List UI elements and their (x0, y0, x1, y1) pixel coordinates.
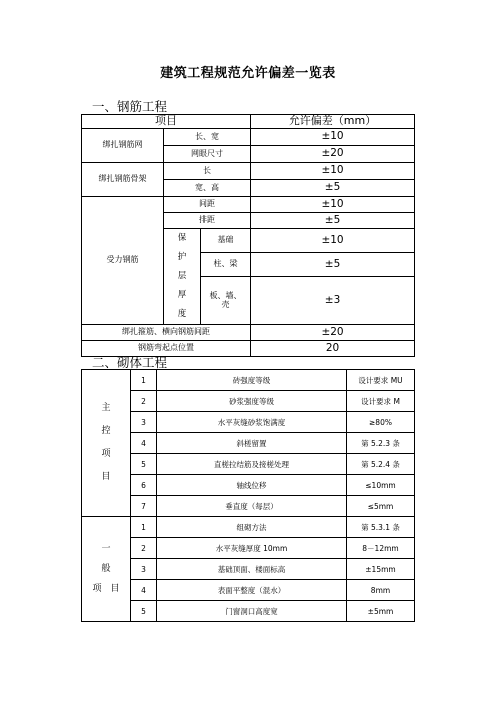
table-row (82, 454, 415, 475)
table-row (82, 433, 415, 454)
row-item: 水平灰缝厚度 10mm (157, 538, 347, 559)
mesh-row1-name: 长、宽 (164, 129, 251, 146)
row-requirement: 8－12mm (347, 538, 415, 559)
table-row (82, 496, 415, 517)
main-label-char: 控 (101, 426, 111, 436)
general-label-char: 一 (101, 544, 111, 554)
row-requirement: 设计要求 MU (347, 370, 415, 391)
table-row (82, 538, 415, 559)
row-item: 组砌方法 (157, 517, 347, 538)
row-requirement: ≥80% (347, 412, 415, 433)
row-number: 1 (131, 370, 157, 391)
masonry-tolerance-table (81, 369, 415, 622)
main-label-char: 主 (101, 403, 111, 413)
table-row (82, 475, 415, 496)
mesh-row1-value: ±10 (251, 129, 415, 146)
general-label-char: 项 目 (92, 584, 120, 594)
frame-row1-name: 长 (164, 163, 251, 180)
cover-label-char: 保 (177, 233, 187, 243)
row-number: 1 (131, 517, 157, 538)
row-item: 轴线位移 (157, 475, 347, 496)
row-requirement: 第 5.2.4 条 (347, 454, 415, 475)
table-row (82, 197, 415, 213)
table-row (82, 163, 415, 180)
main-label-char: 项 (101, 449, 111, 459)
cover-row2-name: 柱、梁 (201, 253, 251, 277)
section-heading-rebar: 一、钢筋工程 (92, 99, 168, 114)
mesh-row2-value: ±20 (251, 146, 415, 163)
row-number: 6 (131, 475, 157, 496)
table-header-row (82, 115, 415, 129)
row-number: 3 (131, 559, 157, 580)
row-number: 2 (131, 538, 157, 559)
main-items-label (82, 370, 131, 517)
rebar-tolerance-table (81, 114, 415, 357)
row-item: 基础顶面、楼面标高 (157, 559, 347, 580)
row-item: 表面平整度（混水） (157, 580, 347, 601)
cover-row1-name: 基础 (201, 229, 251, 253)
frame-row2-name: 宽、高 (164, 180, 251, 197)
rebar-label: 受力钢筋 (82, 197, 164, 325)
table-row (82, 370, 415, 391)
cover-row3-name-line: 板、墙、 (209, 290, 242, 300)
cover-thickness-label (164, 229, 201, 325)
row-number: 7 (131, 496, 157, 517)
row-number: 3 (131, 412, 157, 433)
table-row (82, 325, 415, 341)
cover-row1-value: ±10 (251, 229, 415, 253)
rebar-row2-value: ±5 (251, 213, 415, 229)
row-requirement: ±5mm (347, 601, 415, 622)
stirrup-name: 绑扎箍筋、横向钢筋间距 (82, 325, 251, 341)
table-row (82, 559, 415, 580)
cover-row3-value: ±3 (251, 277, 415, 325)
cover-label-char: 护 (177, 252, 187, 262)
row-requirement: ≤5mm (347, 496, 415, 517)
row-requirement: 8mm (347, 580, 415, 601)
bend-name: 钢筋弯起点位置 (82, 341, 251, 357)
cover-label-char: 层 (177, 271, 187, 281)
row-number: 4 (131, 580, 157, 601)
row-requirement: 第 5.3.1 条 (347, 517, 415, 538)
row-item: 斜槎留置 (157, 433, 347, 454)
row-item: 门窗洞口高度宽 (157, 601, 347, 622)
row-item: 垂直度（每层） (157, 496, 347, 517)
table-row (82, 517, 415, 538)
page-title: 建筑工程规范允许偏差一览表 (160, 66, 336, 81)
table-row (82, 391, 415, 412)
mesh-row2-name: 网眼尺寸 (164, 146, 251, 163)
row-number: 5 (131, 454, 157, 475)
row-item: 水平灰缝砂浆饱满度 (157, 412, 347, 433)
frame-label: 绑扎钢筋骨架 (82, 163, 164, 197)
rebar-row1-name: 间距 (164, 197, 251, 213)
general-label-char: 般 (101, 564, 111, 574)
rebar-row1-value: ±10 (251, 197, 415, 213)
row-requirement: 设计要求 M (347, 391, 415, 412)
row-requirement: 第 5.2.3 条 (347, 433, 415, 454)
stirrup-value: ±20 (251, 325, 415, 341)
table-row (82, 129, 415, 146)
frame-row2-value: ±5 (251, 180, 415, 197)
row-item: 砖强度等级 (157, 370, 347, 391)
row-requirement: ≤10mm (347, 475, 415, 496)
row-item: 砂浆强度等级 (157, 391, 347, 412)
cover-row2-value: ±5 (251, 253, 415, 277)
table-row (82, 412, 415, 433)
main-label-char: 目 (101, 472, 111, 482)
bend-value: 20 (251, 341, 415, 357)
header-item: 项目 (82, 115, 251, 129)
row-number: 5 (131, 601, 157, 622)
row-number: 2 (131, 391, 157, 412)
cover-label-char: 厚 (177, 290, 187, 300)
row-item: 直槎拉结筋及接槎处理 (157, 454, 347, 475)
row-number: 4 (131, 433, 157, 454)
cover-row3-name (201, 277, 251, 325)
frame-row1-value: ±10 (251, 163, 415, 180)
general-items-label (82, 517, 131, 622)
row-requirement: ±15mm (347, 559, 415, 580)
rebar-row2-name: 排距 (164, 213, 251, 229)
cover-row3-name-line: 壳 (221, 299, 230, 309)
header-tolerance: 允许偏差（mm） (251, 115, 415, 129)
table-row (82, 580, 415, 601)
table-row (82, 601, 415, 622)
cover-label-char: 度 (177, 309, 187, 319)
section-heading-masonry: 二、砌体工程 (92, 355, 168, 370)
mesh-label: 绑扎钢筋网 (82, 129, 164, 163)
